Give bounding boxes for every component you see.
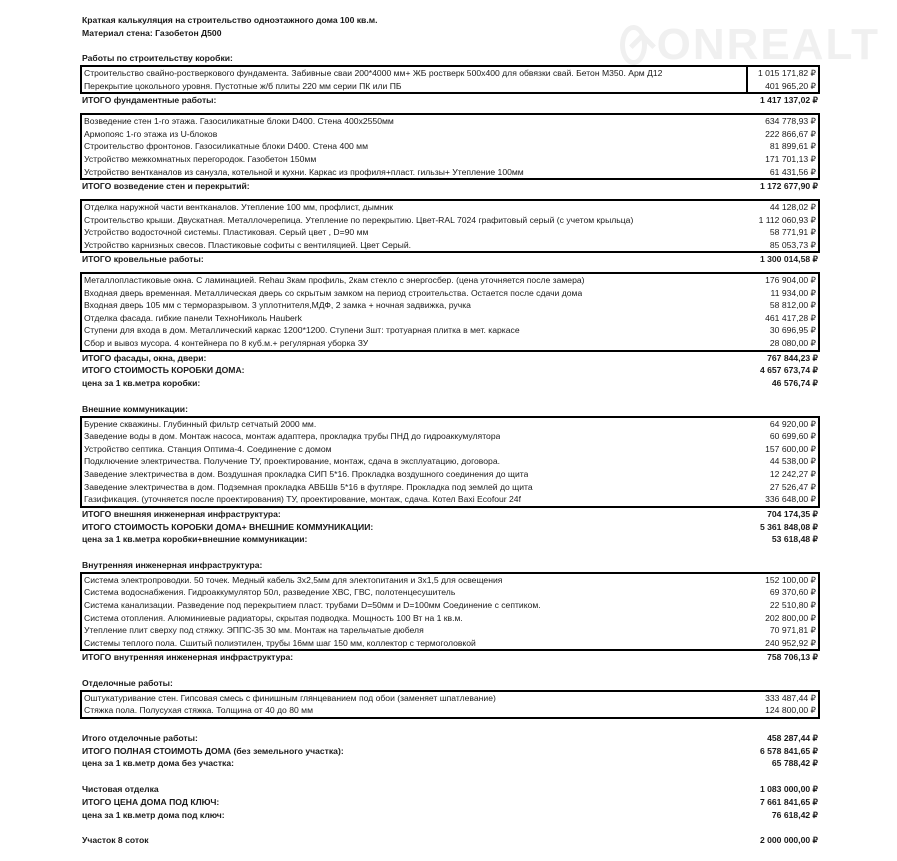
item-price: 22 510,80 ₽ xyxy=(769,599,816,610)
total-row xyxy=(80,651,820,664)
line-item xyxy=(82,287,818,300)
items-block xyxy=(80,199,820,253)
line-item xyxy=(82,299,818,312)
total-label: ИТОГО ЦЕНА ДОМА ПОД КЛЮЧ: xyxy=(82,796,220,807)
document-title: Краткая калькуляция на строительство одноэтажного дома 100 кв.м. xyxy=(82,15,378,25)
spacer xyxy=(80,770,820,783)
section-heading-foundation: Работы по строительству коробки: xyxy=(82,53,233,64)
item-description: Строительство крыши. Двускатная. Металлочерепица. Утепление по перекрытию. Цвет-RAL 7024 графитовый серый (с учетом крыльца) xyxy=(84,214,634,225)
item-price: 58 812,00 ₽ xyxy=(769,300,816,311)
item-description: Бурение скважины. Глубинный фильтр сетчатый 2000 мм. xyxy=(84,418,317,429)
section-heading-finishing: Отделочные работы: xyxy=(82,677,173,688)
line-item xyxy=(82,214,818,227)
total-value: 5 361 848,08 ₽ xyxy=(759,521,818,532)
item-price: 58 771,91 ₽ xyxy=(769,227,816,238)
line-item xyxy=(82,226,818,239)
total-label: Итого отделочные работы: xyxy=(82,732,198,743)
item-description: Система канализации. Разведение под перекрытием пласт. трубами D=50мм и D=100мм Соединение с септиком. xyxy=(84,599,541,610)
item-description: Заведение электричества в дом. Подземная прокладка АВБШв 5*16 в футляре. Прокладка под землей до щита xyxy=(84,481,533,492)
line-item xyxy=(82,704,818,717)
item-description: Входная дверь 105 мм с терморазрывом. 3 уплотнителя,МДФ, 2 замка + ночная задвижка, ручка xyxy=(84,300,471,311)
total-label: ИТОГО фундаментные работы: xyxy=(82,95,217,106)
watermark-text: ONREALT xyxy=(656,20,880,69)
item-description: Стяжка пола. Полусухая стяжка. Толщина от 40 до 80 мм xyxy=(84,705,313,716)
item-description: Оштукатуривание стен. Гипсовая смесь с финишным глянцеванием под обои (заменяет шпатлевание) xyxy=(84,692,496,703)
item-description: Заведение воды в дом. Монтаж насоса, монтаж адаптера, прокладка трубы ПНД до гидроаккумулятора xyxy=(84,431,501,442)
total-row xyxy=(80,253,820,266)
item-description: Возведение стен 1-го этажа. Газосиликатные блоки D400. Стена 400х2550мм xyxy=(84,116,394,127)
total-value: 704 174,35 ₽ xyxy=(767,508,818,519)
line-item xyxy=(82,637,818,650)
item-price: 27 526,47 ₽ xyxy=(769,481,816,492)
total-label: Участок 8 соток xyxy=(82,835,149,846)
item-price: 70 971,81 ₽ xyxy=(769,625,816,636)
total-row xyxy=(80,364,820,377)
wall-material: Материал стена: Газобетон Д500 xyxy=(82,27,222,38)
item-price: 61 431,56 ₽ xyxy=(769,166,816,177)
item-price: 202 800,00 ₽ xyxy=(765,612,816,623)
item-price: 634 778,93 ₽ xyxy=(765,116,816,127)
total-row xyxy=(80,783,820,796)
spacer xyxy=(80,546,820,559)
total-label: цена за 1 кв.метр дома под ключ: xyxy=(82,809,225,820)
item-price: 461 417,28 ₽ xyxy=(765,312,816,323)
line-item xyxy=(82,624,818,637)
items-block xyxy=(80,113,820,180)
line-item xyxy=(82,481,818,494)
line-item xyxy=(82,312,818,325)
total-row xyxy=(80,352,820,365)
total-value: 6 578 841,65 ₽ xyxy=(759,745,818,756)
item-description: Подключение электричества. Получение ТУ, проектирование, монтаж, сдача в эксплуатацию, договора. xyxy=(84,456,500,467)
item-price: 222 866,67 ₽ xyxy=(765,128,816,139)
item-description: Устройство водосточной системы. Пластиковая. Серый цвет , D=90 мм xyxy=(84,227,369,238)
totals-block xyxy=(80,732,820,770)
item-description: Система водоснабжения. Гидроаккумулятор 50л, разведение ХВС, ГВС, полотенцесушитель xyxy=(84,587,456,598)
total-row xyxy=(80,377,820,390)
line-item xyxy=(82,574,818,587)
item-price: 152 100,00 ₽ xyxy=(765,574,816,585)
total-label: Чистовая отделка xyxy=(82,783,159,794)
total-row xyxy=(80,757,820,770)
item-description: Устройство карнизных свесов. Пластиковые софиты с вентиляцией. Цвет Серый. xyxy=(84,239,412,250)
total-label: ИТОГО СТОИМОСТЬ КОРОБКИ ДОМА: xyxy=(82,365,245,376)
item-price: 44 538,00 ₽ xyxy=(769,456,816,467)
item-description: Ступени для входа в дом. Металлический каркас 1200*1200. Ступени 3шт: тротуарная плитка в мет. каркасе xyxy=(84,325,520,336)
total-row xyxy=(80,732,820,745)
total-label: ИТОГО возведение стен и перекрытий: xyxy=(82,181,250,192)
items-block xyxy=(80,65,820,94)
line-item xyxy=(82,493,818,506)
spacer xyxy=(80,40,820,53)
item-price: 69 370,60 ₽ xyxy=(769,587,816,598)
item-price: 401 965,20 ₽ xyxy=(765,80,816,91)
line-item xyxy=(82,468,818,481)
total-value: 1 172 677,90 ₽ xyxy=(759,181,818,192)
total-label: ИТОГО фасады, окна, двери: xyxy=(82,352,207,363)
totals-block xyxy=(80,783,820,821)
spacer xyxy=(80,719,820,732)
totals-block xyxy=(80,508,820,546)
total-value: 4 657 673,74 ₽ xyxy=(759,365,818,376)
total-value: 1 417 137,02 ₽ xyxy=(759,95,818,106)
line-item xyxy=(82,612,818,625)
item-description: Металлопластиковые окна. С ламинацией. Rehau 3кам профиль, 2кам стекло с энергосбер. (цена уточняется после замера) xyxy=(84,275,585,286)
item-price: 60 699,60 ₽ xyxy=(769,431,816,442)
total-label: ИТОГО внутренняя инженерная инфраструктура: xyxy=(82,652,294,663)
line-item xyxy=(82,455,818,468)
calculation-sheet xyxy=(80,14,820,847)
total-value: 53 618,48 ₽ xyxy=(771,534,818,545)
line-item xyxy=(82,166,818,179)
line-item xyxy=(82,443,818,456)
total-label: цена за 1 кв.метра коробки: xyxy=(82,378,201,389)
item-price: 1 112 060,93 ₽ xyxy=(758,214,816,225)
line-item xyxy=(82,599,818,612)
total-value: 1 083 000,00 ₽ xyxy=(759,783,818,794)
item-description: Строительство свайно-ростверкового фундамента. Забивные сваи 200*4000 мм+ ЖБ ростверк 500х400 для обвязки свай. Бетон М350. Арм Д12 xyxy=(84,68,663,79)
item-description: Перекрытие цокольного уровня. Пустотные ж/б плиты 220 мм серии ПК или ПБ xyxy=(84,80,402,91)
item-description: Утепление плит сверху под стяжку. ЭППС-35 30 мм. Монтаж на тарельчатые дюбеля xyxy=(84,625,424,636)
spacer xyxy=(80,390,820,403)
items-block xyxy=(80,690,820,719)
item-price: 176 904,00 ₽ xyxy=(765,275,816,286)
total-row xyxy=(80,508,820,521)
item-description: Заведение электричества в дом. Воздушная прокладка СИП 5*16. Прокладка воздушного соединения до щита xyxy=(84,469,529,480)
line-item xyxy=(82,201,818,214)
total-value: 458 287,44 ₽ xyxy=(767,732,818,743)
total-label: ИТОГО СТОИМОСТЬ КОРОБКИ ДОМА+ ВНЕШНИЕ КОММУНИКАЦИИ: xyxy=(82,521,374,532)
line-item xyxy=(82,430,818,443)
line-item xyxy=(82,586,818,599)
item-description: Входная дверь временная. Металлическая дверь со скрытым замком на период строительства. Остается после сдачи дома xyxy=(84,287,583,298)
totals-block xyxy=(80,94,820,107)
total-row xyxy=(80,745,820,758)
line-item xyxy=(82,324,818,337)
line-item xyxy=(82,418,818,431)
item-price: 81 899,61 ₽ xyxy=(769,141,816,152)
item-price: 85 053,73 ₽ xyxy=(769,239,816,250)
totals-block xyxy=(80,180,820,193)
totals-block xyxy=(80,834,820,847)
spacer xyxy=(80,821,820,834)
item-description: Устройство септика. Станция Оптима-4. Соединение с домом xyxy=(84,443,332,454)
spacer xyxy=(80,664,820,677)
item-price: 1 015 171,82 ₽ xyxy=(757,68,816,79)
item-description: Сбор и вывоз мусора. 4 контейнера по 8 куб.м.+ регулярная уборка ЗУ xyxy=(84,338,369,349)
item-description: Системы теплого пола. Сшитый полиэтилен, трубы 16мм шаг 150 мм, коллектор с термоголовкой xyxy=(84,637,476,648)
items-block xyxy=(80,416,820,508)
total-label: ИТОГО ПОЛНАЯ СТОИМОТЬ ДОМА (без земельного участка): xyxy=(82,745,344,756)
total-value: 46 576,74 ₽ xyxy=(771,378,818,389)
item-description: Система отопления. Алюминиевые радиаторы, скрытая подводка. Мощность 100 Вт на 1 кв.м. xyxy=(84,612,463,623)
item-description: Отделка наружной части вентканалов. Утепление 100 мм, профлист, дымник xyxy=(84,201,394,212)
total-value: 65 788,42 ₽ xyxy=(771,758,818,769)
item-description: Отделка фасада. гибкие панели ТехноНиколь Hauberk xyxy=(84,312,302,323)
total-row xyxy=(80,796,820,809)
total-row xyxy=(80,94,820,107)
items-block xyxy=(80,572,820,652)
totals-block xyxy=(80,352,820,390)
total-row xyxy=(80,834,820,847)
items-block xyxy=(80,272,820,352)
item-price: 124 800,00 ₽ xyxy=(765,705,816,716)
total-label: цена за 1 кв.метра коробки+внешние коммуникации: xyxy=(82,534,308,545)
totals-block xyxy=(80,651,820,664)
line-item xyxy=(82,274,818,287)
item-price: 64 920,00 ₽ xyxy=(769,418,816,429)
item-price: 12 242,27 ₽ xyxy=(769,469,816,480)
item-price: 28 080,00 ₽ xyxy=(769,338,816,349)
line-item xyxy=(82,153,818,166)
total-row xyxy=(80,180,820,193)
total-row xyxy=(80,533,820,546)
line-item xyxy=(82,337,818,350)
item-description: Армопояс 1-го этажа из U-блоков xyxy=(84,128,218,139)
total-value: 758 706,13 ₽ xyxy=(767,652,818,663)
total-label: цена за 1 кв.метр дома без участка: xyxy=(82,758,234,769)
line-item xyxy=(82,115,818,128)
total-value: 1 300 014,58 ₽ xyxy=(759,254,818,265)
item-price: 240 952,92 ₽ xyxy=(765,637,816,648)
item-description: Устройство вентканалов из санузла, котельной и кухни. Каркас из профиля+пласт. гильзы+ Утепление 100мм xyxy=(84,166,524,177)
line-item xyxy=(82,692,818,705)
item-description: Система электропроводки. 50 точек. Медный кабель 3х2,5мм для электопитания и 3х1,5 для освещения xyxy=(84,574,503,585)
total-value: 2 000 000,00 ₽ xyxy=(759,835,818,846)
line-item xyxy=(82,80,818,93)
item-price: 11 934,00 ₽ xyxy=(770,287,816,298)
line-item xyxy=(82,239,818,252)
total-row xyxy=(80,521,820,534)
line-item xyxy=(82,67,818,80)
total-value: 7 661 841,65 ₽ xyxy=(759,796,818,807)
item-price: 171 701,13 ₽ xyxy=(765,153,816,164)
total-value: 767 844,23 ₽ xyxy=(767,352,818,363)
item-price: 333 487,44 ₽ xyxy=(765,692,816,703)
item-price: 30 696,95 ₽ xyxy=(769,325,816,336)
section-heading-external: Внешние коммуникации: xyxy=(82,403,188,414)
item-price: 157 600,00 ₽ xyxy=(765,443,816,454)
totals-block xyxy=(80,253,820,266)
section-heading-internal: Внутренняя инженерная инфраструктура: xyxy=(82,560,263,570)
total-row xyxy=(80,809,820,822)
item-description: Устройство межкомнатных перегородок. Газобетон 150мм xyxy=(84,153,317,164)
total-label: ИТОГО кровельные работы: xyxy=(82,254,204,265)
line-item xyxy=(82,140,818,153)
item-description: Строительство фронтонов. Газосиликатные блоки D400. Стена 400 мм xyxy=(84,141,368,152)
total-value: 76 618,42 ₽ xyxy=(771,809,818,820)
item-price: 336 648,00 ₽ xyxy=(765,494,816,505)
total-label: ИТОГО внешняя инженерная инфраструктура: xyxy=(82,508,281,519)
line-item xyxy=(82,128,818,141)
item-price: 44 128,02 ₽ xyxy=(769,201,816,212)
item-description: Газификация. (уточняется после проектирования) ТУ, проектирование, монтаж, сдача. Котел Baxi Ecofour 24f xyxy=(84,494,521,505)
